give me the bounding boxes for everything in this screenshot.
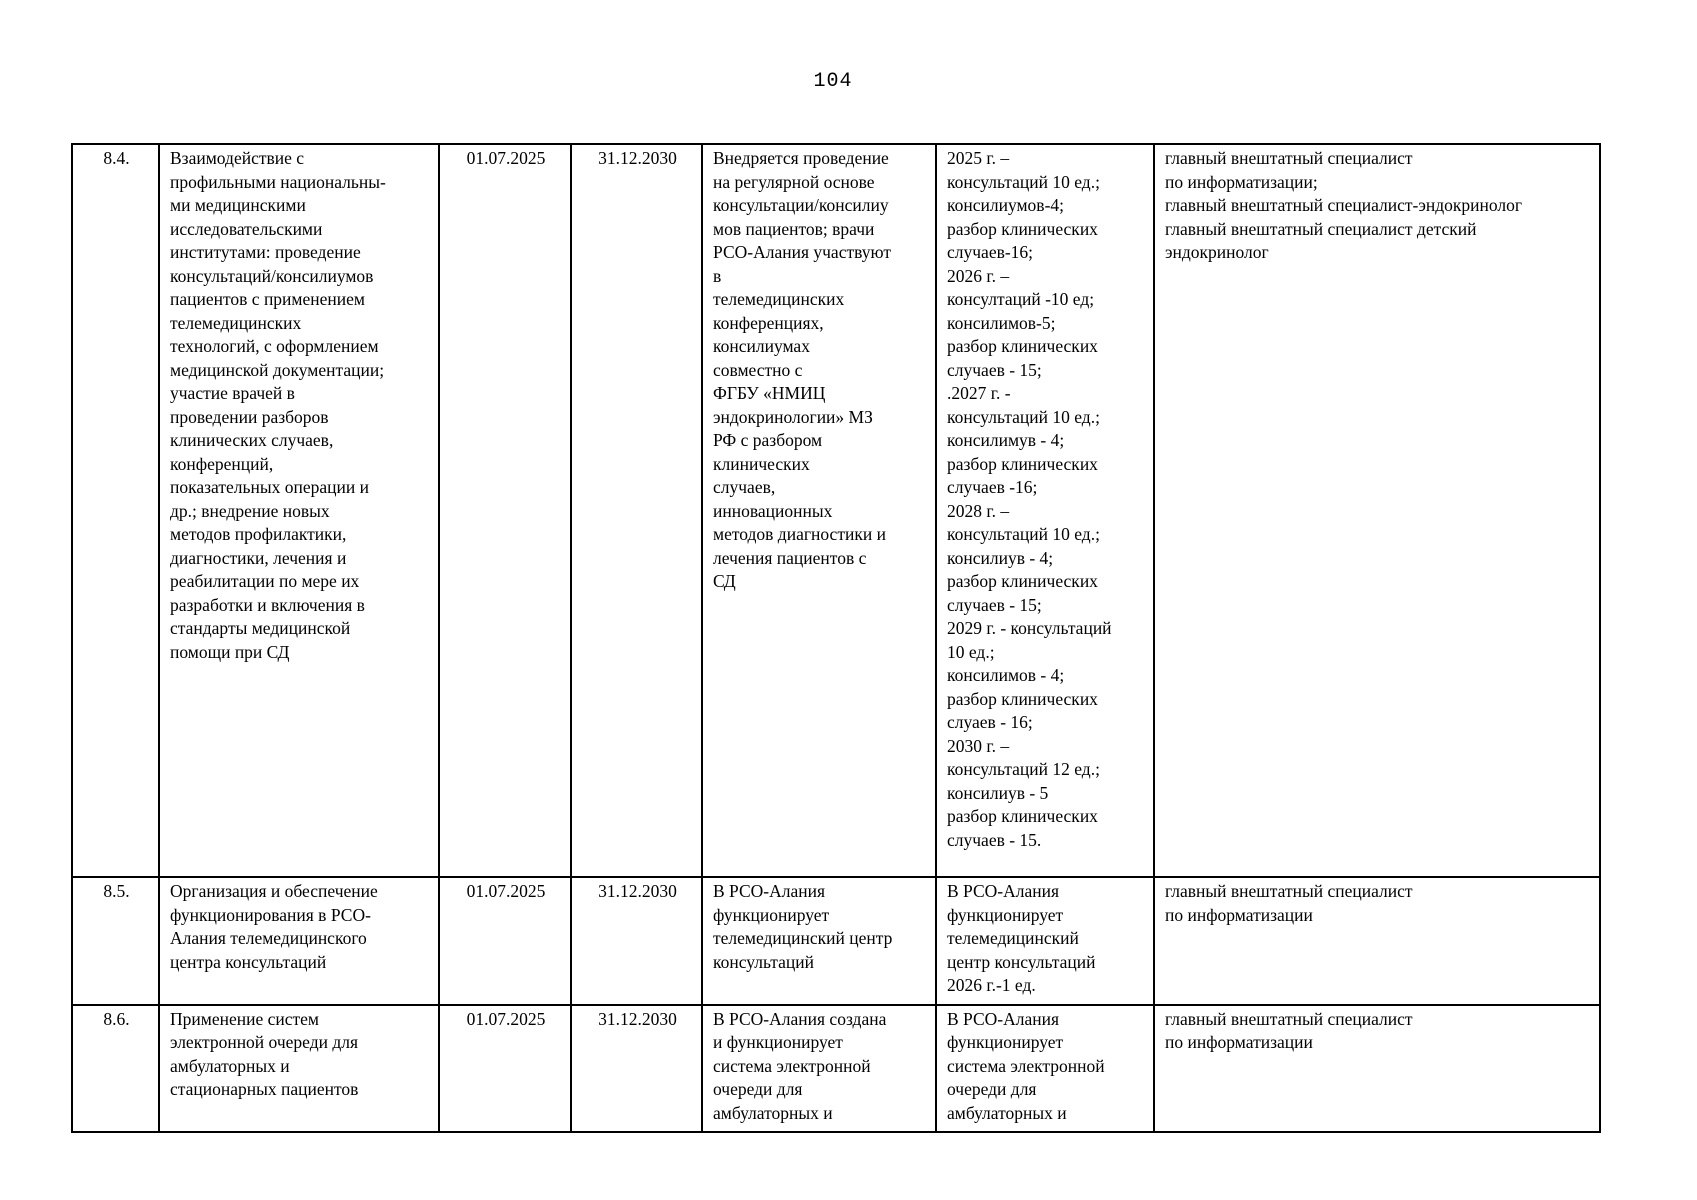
start-date: 01.07.2025 xyxy=(439,877,571,1005)
indicator: 2025 г. – консультаций 10 ед.; консилиумов-4; разбор клинических случаев-16; 2026 г. – консултаций -10 ед; консилимов-5; разбор клинических случаев - 15; .2027 г. - консультаций 10 ед.; консилимув - 4; разбор клинических случаев -16; 2028 г. – консультаций 10 ед.; консилиув - 4; разбор клинических случаев - 15; 2029 г. - консультаций 10 ед.; консилимов - 4; разбор клинических слуаев - 16; 2030 г. – консультаций 12 ед.; консилиув - 5 разбор клинических случаев - 15. xyxy=(936,144,1154,877)
table-row xyxy=(72,877,1600,1005)
responsible: главный внештатный специалист по информатизации xyxy=(1154,877,1600,1005)
indicator: В РСО-Алания функционирует система электронной очереди для амбулаторных и xyxy=(936,1005,1154,1133)
start-date: 01.07.2025 xyxy=(439,144,571,877)
item-number: 8.5. xyxy=(72,877,159,1005)
indicator: В РСО-Алания функционирует телемедицинский центр консультаций 2026 г.-1 ед. xyxy=(936,877,1154,1005)
expected-result: В РСО-Алания функционирует телемедицинский центр консультаций xyxy=(702,877,936,1005)
table-row xyxy=(72,1005,1600,1133)
expected-result: Внедряется проведение на регулярной основе консультации/консилиу мов пациентов; врачи РСО-Алания участвуют в телемедицинских конференциях, консилиумах совместно с ФГБУ «НМИЦ эндокринологии» МЗ РФ с разбором клинических случаев, инновационных методов диагностики и лечения пациентов с СД xyxy=(702,144,936,877)
page-number: 104 xyxy=(813,70,853,93)
responsible: главный внештатный специалист по информатизации; главный внештатный специалист-эндокринолог главный внештатный специалист детский эндокринолог xyxy=(1154,144,1600,877)
event-description: Применение систем электронной очереди для амбулаторных и стационарных пациентов xyxy=(159,1005,439,1133)
end-date: 31.12.2030 xyxy=(571,144,702,877)
event-description: Взаимодействие с профильными национальны- ми медицинскими исследовательскими институтами: проведение консультаций/консилиумов пациентов с применением телемедицинских технологий, с оформлением медицинской документации; участие врачей в проведении разборов клинических случаев, конференций, показательных операции и др.; внедрение новых методов профилактики, диагностики, лечения и реабилитации по мере их разработки и включения в стандарты медицинской помощи при СД xyxy=(159,144,439,877)
table-row xyxy=(72,144,1600,877)
item-number: 8.6. xyxy=(72,1005,159,1133)
plan-table xyxy=(71,143,1601,1133)
responsible: главный внештатный специалист по информатизации xyxy=(1154,1005,1600,1133)
start-date: 01.07.2025 xyxy=(439,1005,571,1133)
item-number: 8.4. xyxy=(72,144,159,877)
expected-result: В РСО-Алания создана и функционирует система электронной очереди для амбулаторных и xyxy=(702,1005,936,1133)
end-date: 31.12.2030 xyxy=(571,877,702,1005)
event-description: Организация и обеспечение функционирования в РСО- Алания телемедицинского центра консультаций xyxy=(159,877,439,1005)
end-date: 31.12.2030 xyxy=(571,1005,702,1133)
